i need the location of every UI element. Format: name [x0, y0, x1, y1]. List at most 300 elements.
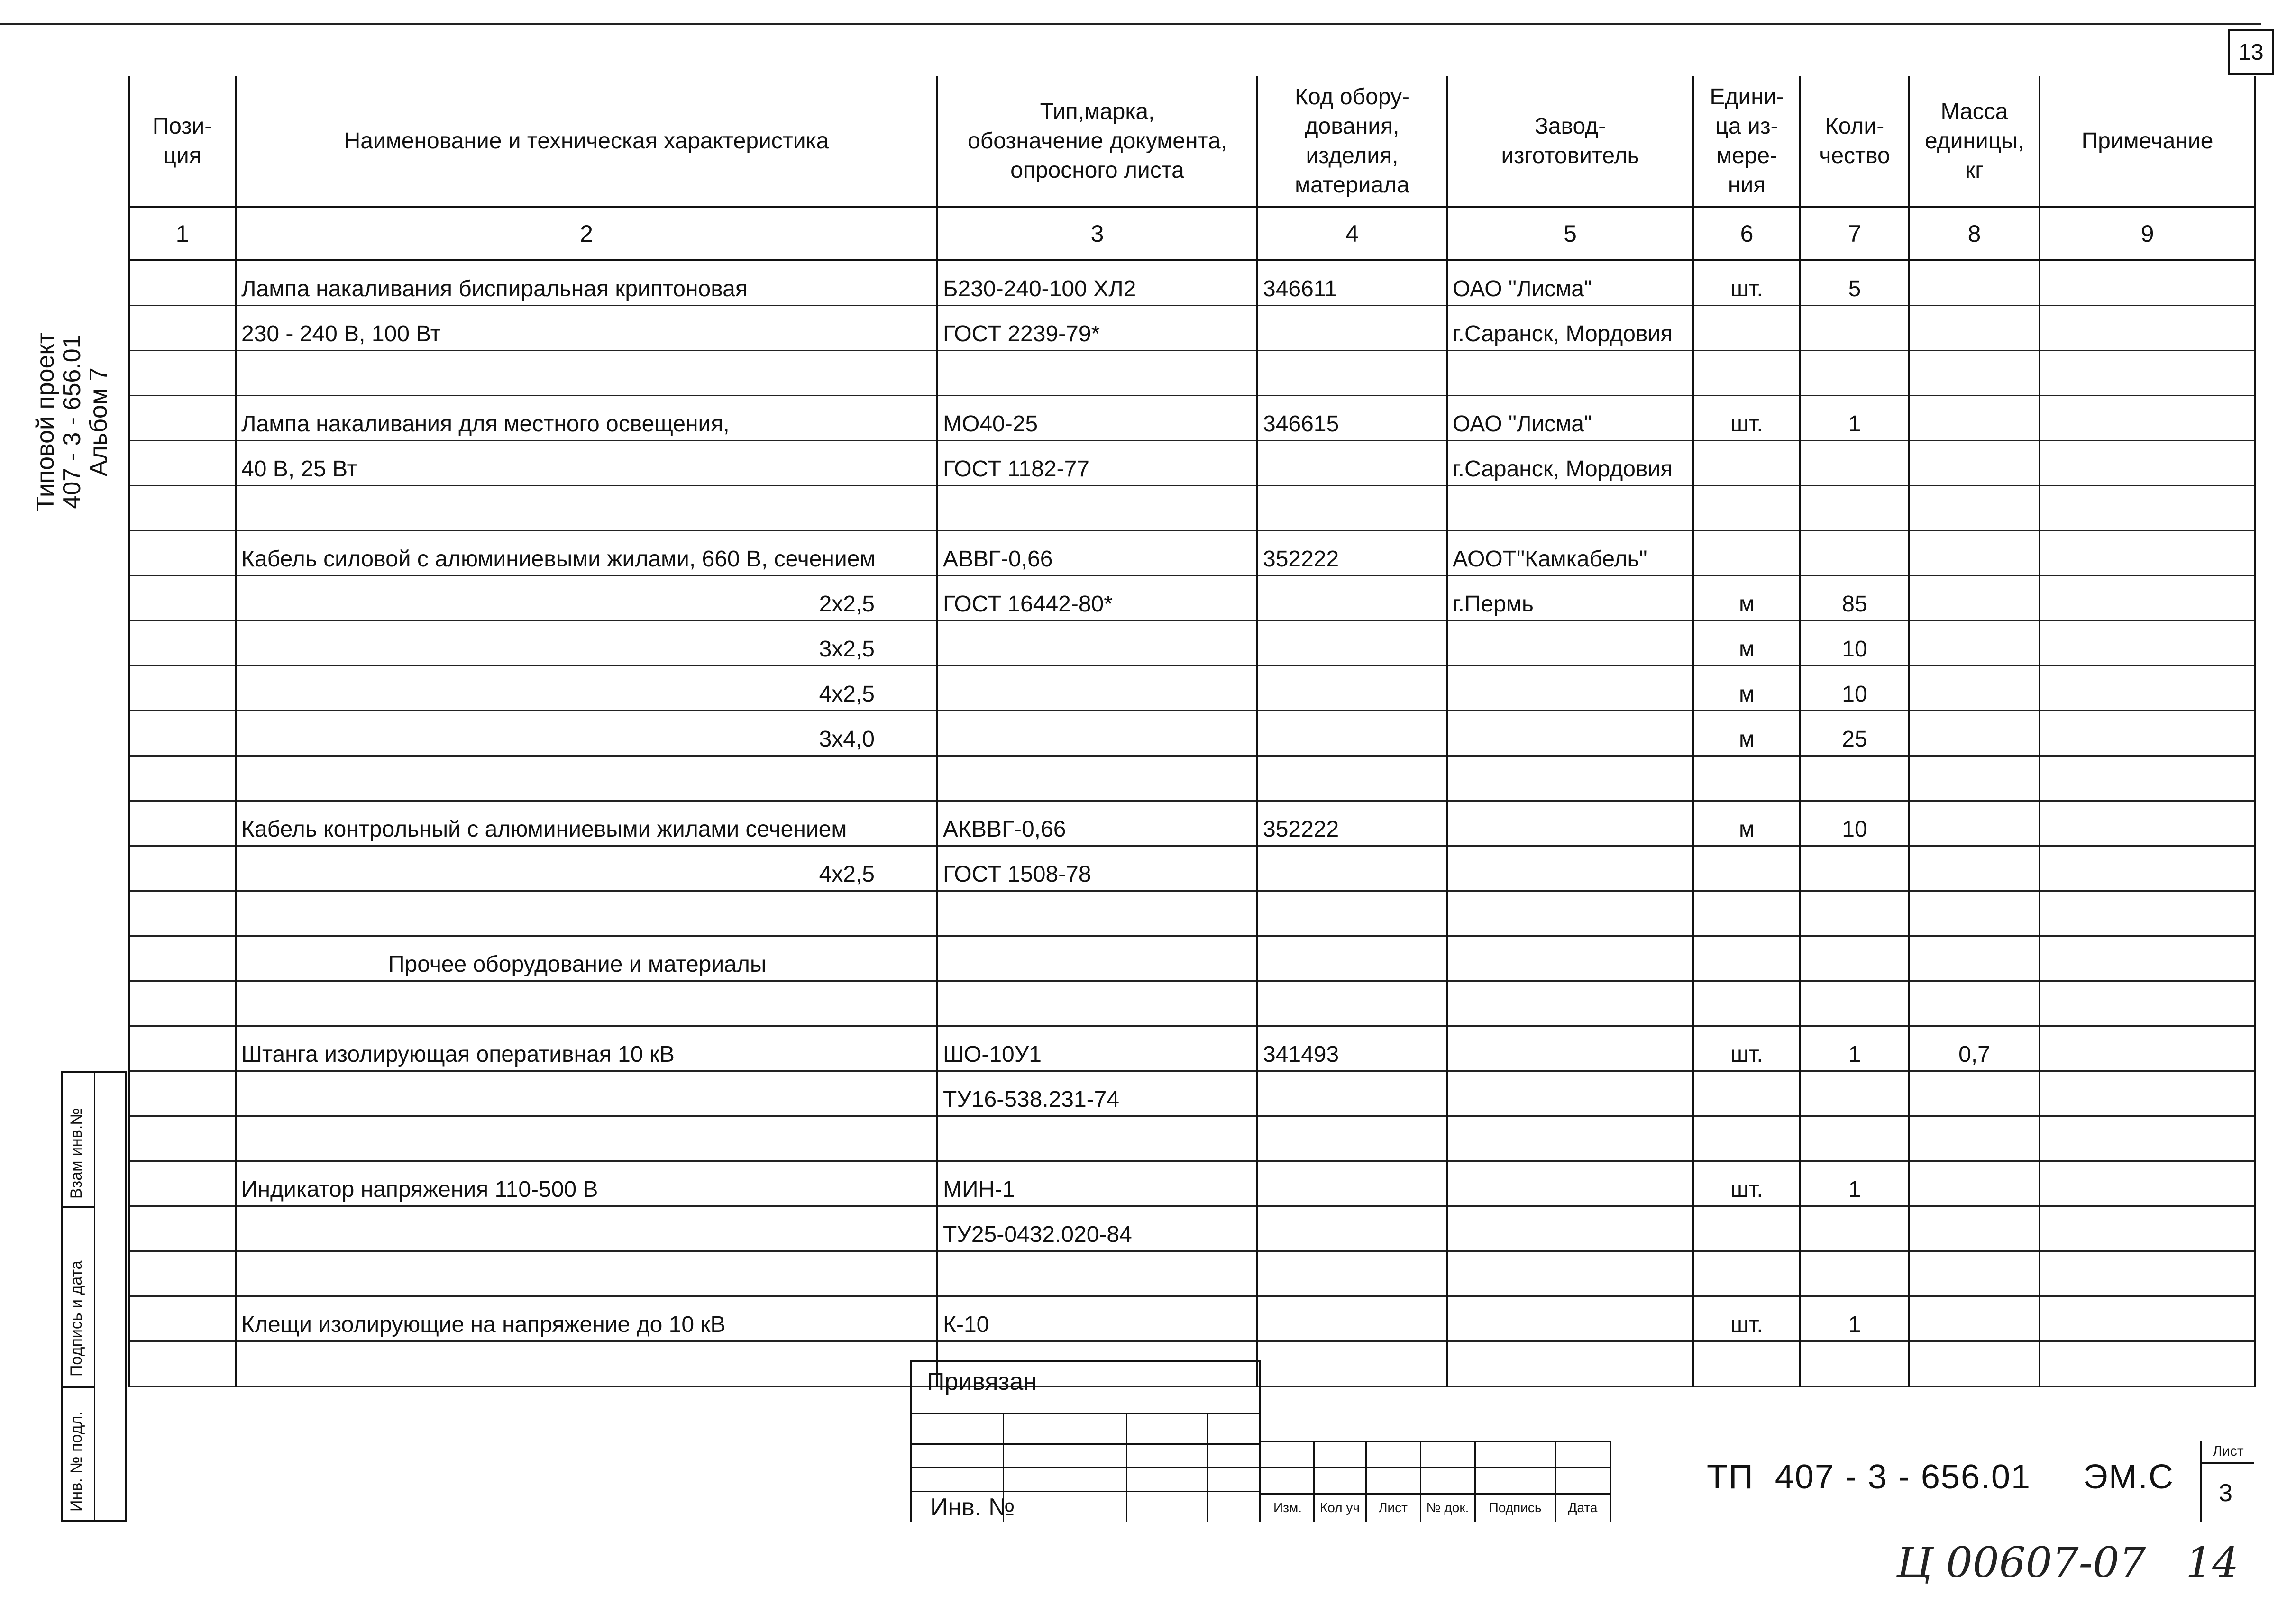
cell-type: ГОСТ 2239-79* — [937, 306, 1257, 351]
cell-unit — [1693, 756, 1800, 801]
cell-code: 341493 — [1257, 1026, 1447, 1071]
cell-qty: 10 — [1800, 666, 1909, 711]
cell-name: Прочее оборудование и материалы — [236, 936, 937, 981]
header-cell: Коли- чество — [1800, 76, 1909, 207]
column-number-cell: 6 — [1693, 207, 1800, 260]
cell-qty — [1800, 936, 1909, 981]
cell-type: МО40-25 — [937, 396, 1257, 441]
cell-code — [1257, 576, 1447, 621]
cell-maker: г.Саранск, Мордовия — [1447, 441, 1693, 486]
side-title-line2: 407 - 3 - 656.01 — [58, 335, 86, 509]
cell-mass — [1909, 621, 2040, 666]
cell-maker — [1447, 621, 1693, 666]
cell-maker — [1447, 486, 1693, 531]
rev-vline-6 — [1610, 1441, 1611, 1522]
cell-code — [1257, 936, 1447, 981]
cell-maker — [1447, 981, 1693, 1026]
cell-type: ГОСТ 16442-80* — [937, 576, 1257, 621]
cell-name: Кабель силовой с алюминиевыми жилами, 660 В, сечением — [236, 531, 937, 576]
cell-note — [2040, 666, 2255, 711]
cell-unit — [1693, 1251, 1800, 1296]
cell-mass — [1909, 306, 2040, 351]
table-row — [129, 1026, 2255, 1071]
cell-pos — [129, 1071, 236, 1116]
cell-name: Кабель контрольный с алюминиевыми жилами сечением — [236, 801, 937, 846]
header-row — [129, 76, 2255, 207]
cell-code — [1257, 756, 1447, 801]
cell-pos — [129, 891, 236, 936]
cell-mass — [1909, 891, 2040, 936]
header-cell: Едини- ца из- мере- ния — [1693, 76, 1800, 207]
cell-unit — [1693, 531, 1800, 576]
cell-pos — [129, 1251, 236, 1296]
cell-type — [937, 756, 1257, 801]
cell-mass — [1909, 396, 2040, 441]
column-number-cell: 5 — [1447, 207, 1693, 260]
cell-mass — [1909, 1341, 2040, 1386]
cell-note — [2040, 1251, 2255, 1296]
cell-pos — [129, 396, 236, 441]
cell-mass — [1909, 981, 2040, 1026]
cell-maker — [1447, 1026, 1693, 1071]
cell-maker — [1447, 1071, 1693, 1116]
cell-code — [1257, 486, 1447, 531]
table-row — [129, 576, 2255, 621]
cell-type — [937, 1116, 1257, 1161]
cell-type — [937, 351, 1257, 396]
stamp-cell-sign-date — [63, 1206, 94, 1388]
stamp-sign-date-label: Подпись и дата — [67, 1260, 85, 1377]
cell-name: Штанга изолирующая оперативная 10 кВ — [236, 1026, 937, 1071]
cell-mass — [1909, 1251, 2040, 1296]
cell-qty — [1800, 1341, 1909, 1386]
cell-unit — [1693, 1071, 1800, 1116]
cell-code: 346615 — [1257, 396, 1447, 441]
cell-unit — [1693, 1116, 1800, 1161]
cell-note — [2040, 981, 2255, 1026]
cell-pos — [129, 1296, 236, 1341]
cell-mass — [1909, 1161, 2040, 1206]
cell-maker — [1447, 891, 1693, 936]
cell-note — [2040, 711, 2255, 756]
cell-type: ШО-10У1 — [937, 1026, 1257, 1071]
cell-mass — [1909, 441, 2040, 486]
cell-unit: шт. — [1693, 1026, 1800, 1071]
cell-qty — [1800, 1116, 1909, 1161]
cell-mass — [1909, 1206, 2040, 1251]
cell-unit: шт. — [1693, 396, 1800, 441]
cell-note — [2040, 621, 2255, 666]
cell-unit: м — [1693, 801, 1800, 846]
cell-unit — [1693, 981, 1800, 1026]
cell-mass — [1909, 666, 2040, 711]
cell-code: 352222 — [1257, 531, 1447, 576]
cell-qty: 1 — [1800, 1161, 1909, 1206]
cell-pos — [129, 531, 236, 576]
cell-name — [236, 1341, 937, 1386]
cell-pos — [129, 1161, 236, 1206]
cell-note — [2040, 396, 2255, 441]
cell-type — [937, 891, 1257, 936]
cell-type: ГОСТ 1508-78 — [937, 846, 1257, 891]
cell-type — [937, 666, 1257, 711]
cell-pos — [129, 981, 236, 1026]
cell-note — [2040, 441, 2255, 486]
cell-mass — [1909, 1116, 2040, 1161]
designation: ТП 407 - 3 - 656.01 ЭМ.С — [1707, 1458, 2174, 1496]
cell-unit: м — [1693, 711, 1800, 756]
cell-maker: АООТ"Камкабель" — [1447, 531, 1693, 576]
cell-pos — [129, 1116, 236, 1161]
cell-mass — [1909, 711, 2040, 756]
cell-name: 40 В, 25 Вт — [236, 441, 937, 486]
column-number-cell: 7 — [1800, 207, 1909, 260]
handwritten-note: Ц 00607-07 14 — [1896, 1538, 2239, 1587]
cell-type — [937, 981, 1257, 1026]
sheet-number: 3 — [2219, 1479, 2232, 1507]
table-row — [129, 306, 2255, 351]
cell-code: 346611 — [1257, 260, 1447, 306]
cell-maker — [1447, 711, 1693, 756]
cell-pos — [129, 486, 236, 531]
cell-name — [236, 1251, 937, 1296]
column-number-cell: 2 — [236, 207, 937, 260]
cell-pos — [129, 441, 236, 486]
stamp-column — [61, 1071, 127, 1522]
table-row — [129, 801, 2255, 846]
cell-unit: шт. — [1693, 1296, 1800, 1341]
cell-unit — [1693, 891, 1800, 936]
table-row — [129, 756, 2255, 801]
side-title-line1: Типовой проект — [32, 332, 59, 511]
cell-code — [1257, 981, 1447, 1026]
cell-pos — [129, 576, 236, 621]
cell-qty — [1800, 441, 1909, 486]
header-cell: Тип,марка, обозначение документа, опросного листа — [937, 76, 1257, 207]
cell-unit — [1693, 1206, 1800, 1251]
table-row — [129, 936, 2255, 981]
cell-pos — [129, 846, 236, 891]
cell-maker — [1447, 801, 1693, 846]
cell-maker: г.Саранск, Мордовия — [1447, 306, 1693, 351]
table-row — [129, 1161, 2255, 1206]
cell-type — [937, 486, 1257, 531]
cell-type — [937, 711, 1257, 756]
table-body — [129, 260, 2255, 1386]
table-row — [129, 1296, 2255, 1341]
bound-line-2 — [910, 1443, 1261, 1445]
revision-header-cell: Кол уч — [1320, 1500, 1360, 1515]
cell-name — [236, 756, 937, 801]
cell-name — [236, 1071, 937, 1116]
cell-code — [1257, 621, 1447, 666]
cell-name: Лампа накаливания для местного освещения, — [236, 396, 937, 441]
table-row — [129, 621, 2255, 666]
column-number-cell: 1 — [129, 207, 236, 260]
column-number-cell: 3 — [937, 207, 1257, 260]
cell-unit: м — [1693, 576, 1800, 621]
cell-mass — [1909, 936, 2040, 981]
cell-name — [236, 1206, 937, 1251]
cell-name: 3х4,0 — [236, 711, 937, 756]
column-number-cell: 8 — [1909, 207, 2040, 260]
column-number-row — [129, 207, 2255, 260]
cell-unit — [1693, 486, 1800, 531]
cell-type: АВВГ-0,66 — [937, 531, 1257, 576]
revision-header-cell: Изм. — [1273, 1500, 1302, 1515]
cell-pos — [129, 260, 236, 306]
revision-header-cell: № док. — [1426, 1500, 1469, 1515]
cell-note — [2040, 1116, 2255, 1161]
cell-note — [2040, 1161, 2255, 1206]
cell-qty — [1800, 981, 1909, 1026]
table-row — [129, 351, 2255, 396]
cell-code — [1257, 1116, 1447, 1161]
cell-maker: ОАО "Лисма" — [1447, 396, 1693, 441]
cell-pos — [129, 711, 236, 756]
cell-pos — [129, 1341, 236, 1386]
cell-type: К-10 — [937, 1296, 1257, 1341]
cell-maker — [1447, 1161, 1693, 1206]
cell-qty: 10 — [1800, 621, 1909, 666]
sheet-divider — [2200, 1441, 2202, 1522]
page-number: 13 — [2228, 29, 2274, 75]
cell-pos — [129, 1206, 236, 1251]
cell-type: ГОСТ 1182-77 — [937, 441, 1257, 486]
header-cell: Пози- ция — [129, 76, 236, 207]
cell-note — [2040, 1026, 2255, 1071]
cell-name — [236, 891, 937, 936]
cell-code — [1257, 1206, 1447, 1251]
cell-qty — [1800, 351, 1909, 396]
cell-maker — [1447, 1296, 1693, 1341]
cell-qty — [1800, 1071, 1909, 1116]
cell-qty — [1800, 756, 1909, 801]
cell-qty — [1800, 1251, 1909, 1296]
cell-note — [2040, 891, 2255, 936]
header-cell: Завод- изготовитель — [1447, 76, 1693, 207]
cell-note — [2040, 801, 2255, 846]
cell-pos — [129, 756, 236, 801]
cell-maker — [1447, 1251, 1693, 1296]
cell-mass — [1909, 846, 2040, 891]
cell-type: Б230-240-100 ХЛ2 — [937, 260, 1257, 306]
cell-code — [1257, 1296, 1447, 1341]
specification-table — [128, 76, 2256, 1387]
cell-maker — [1447, 1116, 1693, 1161]
cell-maker — [1447, 351, 1693, 396]
cell-maker: г.Пермь — [1447, 576, 1693, 621]
cell-maker — [1447, 1341, 1693, 1386]
cell-mass — [1909, 351, 2040, 396]
table-row — [129, 891, 2255, 936]
cell-note — [2040, 260, 2255, 306]
cell-code — [1257, 891, 1447, 936]
cell-name: 230 - 240 В, 100 Вт — [236, 306, 937, 351]
table-row — [129, 531, 2255, 576]
cell-qty: 1 — [1800, 396, 1909, 441]
cell-name: 2х2,5 — [236, 576, 937, 621]
cell-mass — [1909, 531, 2040, 576]
cell-note — [2040, 306, 2255, 351]
table-row — [129, 981, 2255, 1026]
cell-code — [1257, 1071, 1447, 1116]
bound-vline-3 — [1207, 1413, 1208, 1522]
cell-pos — [129, 306, 236, 351]
table-row — [129, 486, 2255, 531]
cell-unit: м — [1693, 666, 1800, 711]
table-row — [129, 846, 2255, 891]
table-row — [129, 1116, 2255, 1161]
cell-name: Клещи изолирующие на напряжение до 10 кВ — [236, 1296, 937, 1341]
cell-note — [2040, 486, 2255, 531]
cell-code — [1257, 666, 1447, 711]
cell-type: ТУ16-538.231-74 — [937, 1071, 1257, 1116]
cell-unit — [1693, 1341, 1800, 1386]
cell-note — [2040, 531, 2255, 576]
revision-header-cell: Дата — [1568, 1500, 1598, 1515]
cell-name — [236, 1116, 937, 1161]
cell-note — [2040, 576, 2255, 621]
cell-maker — [1447, 1206, 1693, 1251]
cell-pos — [129, 351, 236, 396]
cell-unit — [1693, 306, 1800, 351]
cell-qty — [1800, 306, 1909, 351]
cell-qty — [1800, 486, 1909, 531]
stamp-cell-inv-orig — [63, 1386, 94, 1520]
bound-line-1 — [910, 1413, 1261, 1414]
stamp-inv-replace-label: Взам инв.№ — [67, 1108, 85, 1199]
cell-unit — [1693, 351, 1800, 396]
cell-unit — [1693, 936, 1800, 981]
cell-mass — [1909, 1071, 2040, 1116]
cell-mass: 0,7 — [1909, 1026, 2040, 1071]
cell-name — [236, 486, 937, 531]
cell-type: АКВВГ-0,66 — [937, 801, 1257, 846]
cell-qty: 1 — [1800, 1296, 1909, 1341]
cell-type: ТУ25-0432.020-84 — [937, 1206, 1257, 1251]
cell-note — [2040, 756, 2255, 801]
table-row — [129, 441, 2255, 486]
side-title — [32, 299, 112, 545]
cell-qty: 10 — [1800, 801, 1909, 846]
cell-code — [1257, 351, 1447, 396]
cell-name: Лампа накаливания биспиральная криптоновая — [236, 260, 937, 306]
column-number-cell: 9 — [2040, 207, 2255, 260]
cell-note — [2040, 1296, 2255, 1341]
cell-name: 3х2,5 — [236, 621, 937, 666]
cell-note — [2040, 351, 2255, 396]
table-row — [129, 666, 2255, 711]
cell-type: МИН-1 — [937, 1161, 1257, 1206]
bound-line-3 — [910, 1467, 1261, 1468]
cell-qty — [1800, 891, 1909, 936]
cell-type — [937, 621, 1257, 666]
cell-qty: 5 — [1800, 260, 1909, 306]
cell-note — [2040, 1341, 2255, 1386]
cell-maker — [1447, 756, 1693, 801]
revision-header-cell: Подпись — [1489, 1500, 1542, 1515]
bound-label: Привязан — [927, 1368, 1037, 1395]
table-row — [129, 711, 2255, 756]
table-row — [129, 396, 2255, 441]
table-row — [129, 260, 2255, 306]
cell-maker — [1447, 666, 1693, 711]
cell-maker: ОАО "Лисма" — [1447, 260, 1693, 306]
cell-unit: м — [1693, 621, 1800, 666]
sheet-label: Лист — [2213, 1443, 2244, 1459]
cell-mass — [1909, 260, 2040, 306]
cell-code — [1257, 1161, 1447, 1206]
header-cell: Масса единицы, кг — [1909, 76, 2040, 207]
cell-code: 352222 — [1257, 801, 1447, 846]
cell-type — [937, 1251, 1257, 1296]
table-row — [129, 1251, 2255, 1296]
bound-vline-2 — [1126, 1413, 1127, 1522]
revision-header-cell: Лист — [1379, 1500, 1408, 1515]
cell-note — [2040, 1071, 2255, 1116]
cell-code — [1257, 1251, 1447, 1296]
cell-mass — [1909, 486, 2040, 531]
top-rule — [0, 23, 2261, 25]
table-row — [129, 1071, 2255, 1116]
cell-pos — [129, 621, 236, 666]
cell-unit — [1693, 846, 1800, 891]
cell-qty — [1800, 531, 1909, 576]
cell-unit: шт. — [1693, 260, 1800, 306]
cell-pos — [129, 936, 236, 981]
cell-pos — [129, 801, 236, 846]
cell-code — [1257, 846, 1447, 891]
cell-code — [1257, 1341, 1447, 1386]
cell-name: 4х2,5 — [236, 846, 937, 891]
stamp-cell-inv-replace — [63, 1073, 94, 1208]
side-title-line3: Альбом 7 — [85, 367, 112, 476]
table-row — [129, 1206, 2255, 1251]
cell-maker — [1447, 846, 1693, 891]
stamp-divider — [94, 1073, 95, 1520]
cell-qty — [1800, 846, 1909, 891]
cell-pos — [129, 666, 236, 711]
cell-qty: 25 — [1800, 711, 1909, 756]
cell-qty: 85 — [1800, 576, 1909, 621]
column-number-cell: 4 — [1257, 207, 1447, 260]
cell-unit: шт. — [1693, 1161, 1800, 1206]
cell-name: 4х2,5 — [236, 666, 937, 711]
cell-mass — [1909, 576, 2040, 621]
cell-name — [236, 351, 937, 396]
cell-qty: 1 — [1800, 1026, 1909, 1071]
cell-pos — [129, 1026, 236, 1071]
stamp-inv-orig-label: Инв. № подл. — [67, 1411, 85, 1512]
header-cell: Наименование и техническая характеристика — [236, 76, 937, 207]
cell-note — [2040, 936, 2255, 981]
cell-code — [1257, 711, 1447, 756]
cell-qty — [1800, 1206, 1909, 1251]
cell-type — [937, 936, 1257, 981]
cell-note — [2040, 846, 2255, 891]
header-cell: Код обору- дования, изделия, материала — [1257, 76, 1447, 207]
cell-code — [1257, 441, 1447, 486]
header-cell: Примечание — [2040, 76, 2255, 207]
bound-line-4 — [910, 1491, 1261, 1492]
sheet-line — [2200, 1462, 2254, 1464]
cell-mass — [1909, 801, 2040, 846]
cell-mass — [1909, 1296, 2040, 1341]
cell-name: Индикатор напряжения 110-500 В — [236, 1161, 937, 1206]
cell-name — [236, 981, 937, 1026]
cell-unit — [1693, 441, 1800, 486]
